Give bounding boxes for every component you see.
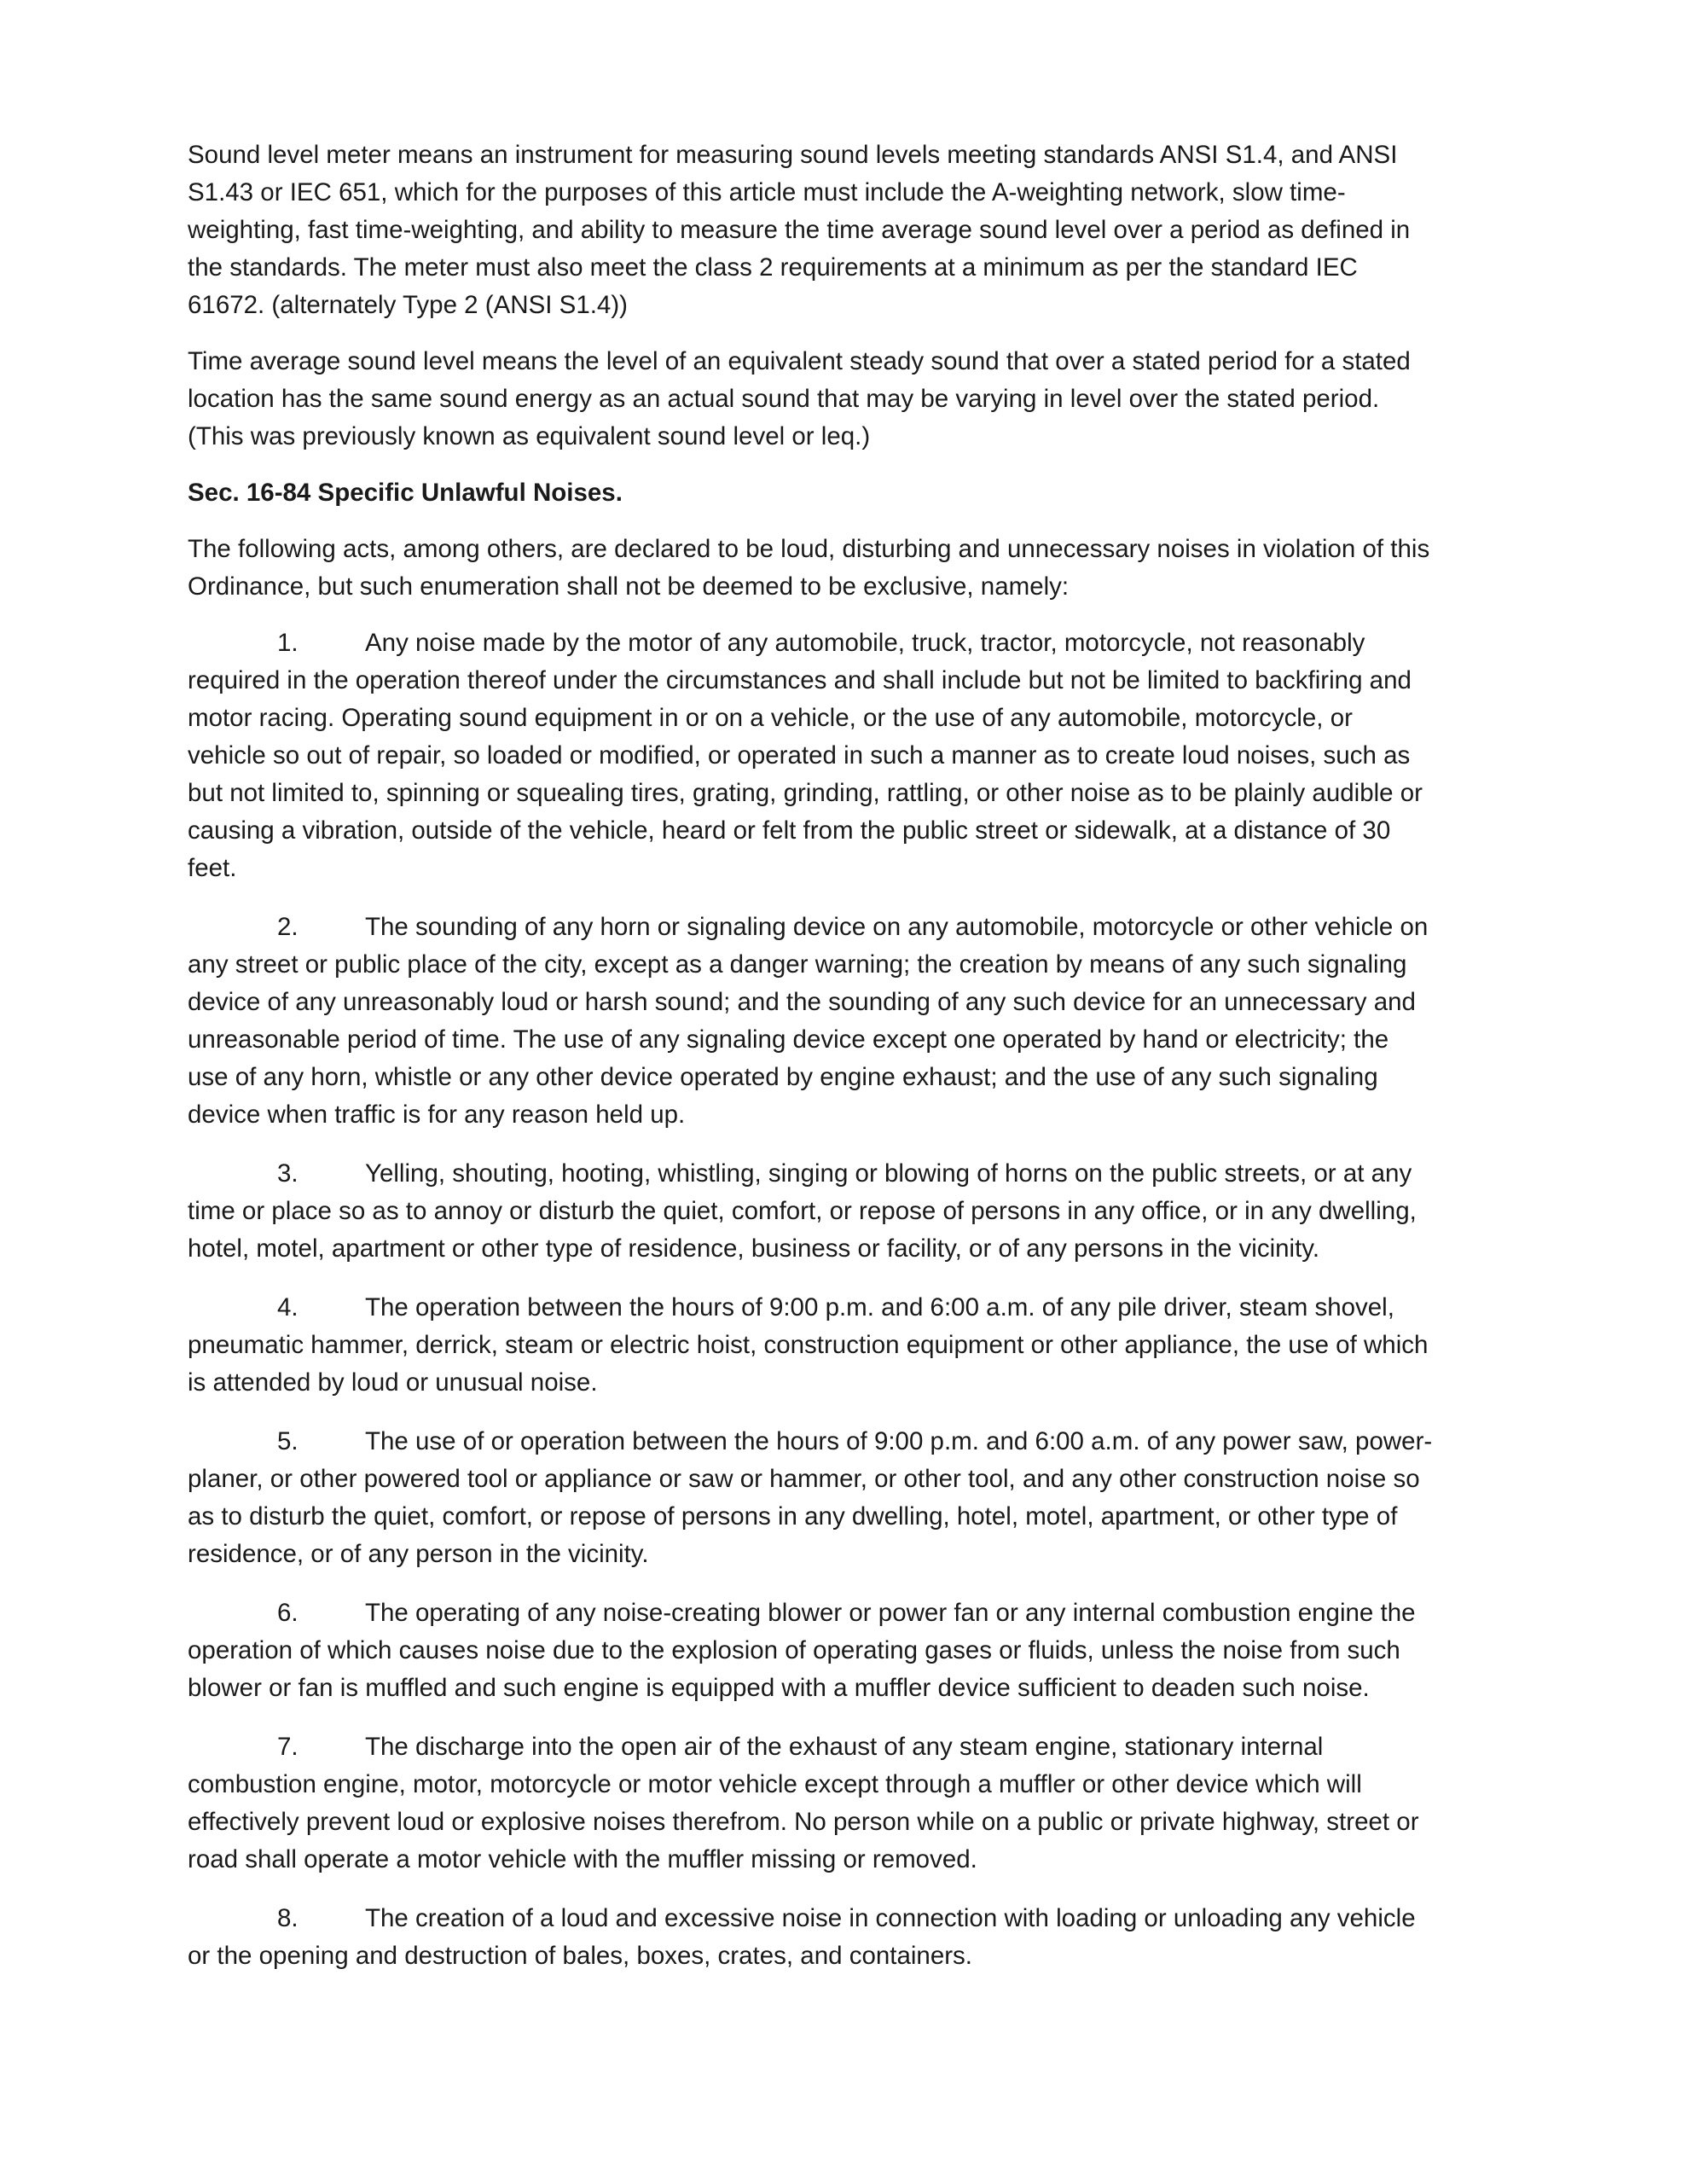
list-item — [188, 624, 1433, 887]
item-number: 1. — [277, 629, 299, 657]
item-text: Any noise made by the motor of any automobile, truck, tractor, motorcycle, not reasonably required in the operation thereof under the circumstances and shall include but not be limited to backfiring and motor racing. Operating sound equipment in or on a vehicle, or the use of any automobile, motorcycle, or vehicle so out of repair, so loaded or modified, or operated in such a manner as to create loud noises, such as but not limited to, spinning or squealing tires, grating, grinding, rattling, or other noise as to be plainly audible or causing a vibration, outside of the vehicle, heard or felt from the public street or sidewalk, at a distance of 30 feet. — [188, 629, 1423, 882]
item-text: The sounding of any horn or signaling device on any automobile, motorcycle or other vehicle on any street or public place of the city, except as a danger warning; the creation by means of any such signaling device of any unreasonably loud or harsh sound; and the sounding of any such device for an unnecessary and unreasonable period of time. The use of any signaling device except one operated by hand or electricity; the use of any horn, whistle or any other device operated by engine exhaust; and the use of any such signaling device when traffic is for any reason held up. — [188, 913, 1429, 1129]
item-number: 4. — [277, 1293, 299, 1321]
item-number: 7. — [277, 1733, 299, 1761]
list-item — [188, 1289, 1433, 1402]
item-text: The operating of any noise-creating blower or power fan or any internal combustion engine the operation of which causes noise due to the explosion of operating gases or fluids, unless the noise from such blower or fan is muffled and such engine is equipped with a muffler device sufficient to deaden such noise. — [188, 1599, 1416, 1702]
list-item — [188, 1155, 1433, 1268]
item-text: The creation of a loud and excessive noise in connection with loading or unloading any vehicle or the opening and destruction of bales, boxes, crates, and containers. — [188, 1904, 1416, 1970]
definition-sound-level-meter: Sound level meter means an instrument for measuring sound levels meeting standards ANSI S1.4, and ANSI S1.43 or IEC 651, which for the purposes of this article must include the A-weighting network, slow time-weighting, fast time-weighting, and ability to measure the time average sound level over a period as defined in the standards. The meter must also meet the class 2 requirements at a minimum as per the standard IEC 61672. (alternately Type 2 (ANSI S1.4)) — [188, 141, 1411, 319]
definition-time-average-sound-level: Time average sound level means the level of an equivalent steady sound that over a stated period for a stated location has the same sound energy as an actual sound that may be varying in level over the stated period. (This was previously known as equivalent sound level or leq.) — [188, 347, 1411, 450]
list-item — [188, 1728, 1433, 1879]
item-number: 2. — [277, 913, 299, 941]
item-text: The discharge into the open air of the exhaust of any steam engine, stationary internal combustion engine, motor, motorcycle or motor vehicle except through a muffler or other device which will effectively prevent loud or explosive noises therefrom. No person while on a public or private highway, street or road shall operate a motor vehicle with the muffler missing or removed. — [188, 1733, 1419, 1873]
item-number: 3. — [277, 1159, 299, 1188]
item-number: 8. — [277, 1904, 299, 1932]
document-body — [188, 136, 1433, 1996]
item-text: Yelling, shouting, hooting, whistling, singing or blowing of horns on the public streets, or at any time or place so as to annoy or disturb the quiet, comfort, or repose of persons in any office, or in any dwelling, hotel, motel, apartment or other type of residence, business or facility, or of any persons in the vicinity. — [188, 1159, 1417, 1263]
item-number: 6. — [277, 1599, 299, 1627]
list-item — [188, 1423, 1433, 1573]
list-item — [188, 909, 1433, 1134]
item-text: The operation between the hours of 9:00 p.m. and 6:00 a.m. of any pile driver, steam shovel, pneumatic hammer, derrick, steam or electric hoist, construction equipment or other appliance, the use of which is attended by loud or unusual noise. — [188, 1293, 1429, 1397]
section-heading: Sec. 16-84 Specific Unlawful Noises. — [188, 479, 623, 507]
list-item — [188, 1900, 1433, 1975]
section-intro: The following acts, among others, are declared to be loud, disturbing and unnecessary noises in violation of this Ordinance, but such enumeration shall not be deemed to be exclusive, namely: — [188, 535, 1430, 601]
item-text: The use of or operation between the hours of 9:00 p.m. and 6:00 a.m. of any power saw, power-planer, or other powered tool or appliance or saw or hammer, or other tool, and any other construction noise so as to disturb the quiet, comfort, or repose of persons in any dwelling, hotel, motel, apartment, or other type of residence, or of any person in the vicinity. — [188, 1427, 1433, 1568]
item-number: 5. — [277, 1427, 299, 1455]
list-item — [188, 1594, 1433, 1707]
